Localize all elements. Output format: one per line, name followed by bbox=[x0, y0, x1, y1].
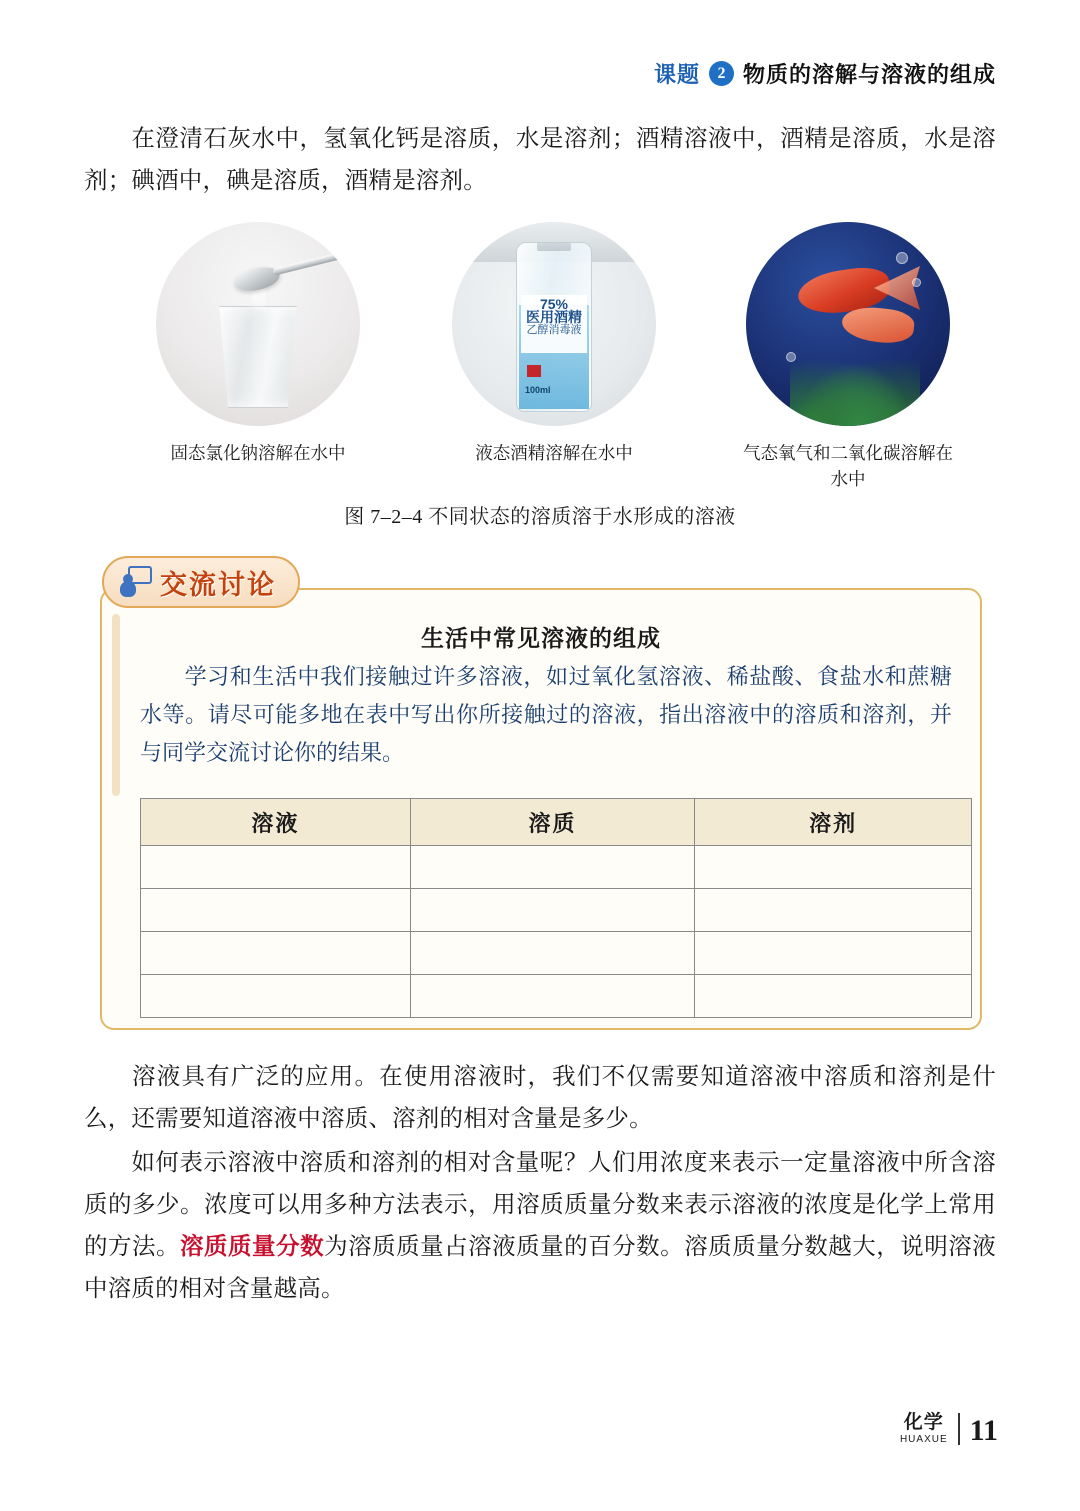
lesson-number-badge: 2 bbox=[709, 61, 734, 86]
bubble-shape-3 bbox=[786, 352, 796, 362]
table-header-solvent: 溶剂 bbox=[695, 799, 972, 846]
figure-2-caption: 液态酒精溶解在水中 bbox=[475, 443, 633, 463]
table-cell[interactable] bbox=[695, 846, 972, 889]
table-cell[interactable] bbox=[410, 889, 695, 932]
discussion-tab-label: 交流讨论 bbox=[160, 569, 276, 600]
bottle-label-name: 医用酒精 bbox=[526, 309, 582, 325]
table-header-solution: 溶液 bbox=[141, 799, 411, 846]
subject-name-cn: 化学 bbox=[903, 1412, 944, 1433]
discussion-body bbox=[140, 658, 952, 772]
bottle-cap-shape bbox=[537, 242, 571, 251]
spoon-over-glass-photo bbox=[156, 222, 360, 426]
bottle-label bbox=[521, 295, 587, 353]
page-number: 11 bbox=[969, 1413, 998, 1447]
table-row bbox=[141, 889, 972, 932]
paragraph-application-text: 溶液具有广泛的应用。在使用溶液时，我们不仅需要知道溶液中溶质和溶剂是什么，还需要知道溶液中溶质、溶剂的相对含量是多少。 bbox=[84, 1064, 996, 1132]
solution-composition-table bbox=[140, 798, 972, 1018]
lesson-label: 课题 bbox=[653, 62, 700, 87]
discussion-tab bbox=[102, 556, 300, 608]
figure-3 bbox=[743, 222, 953, 489]
figure-2-image bbox=[452, 222, 656, 426]
table-cell[interactable] bbox=[410, 846, 695, 889]
table-cell[interactable] bbox=[695, 975, 972, 1018]
table-header-row bbox=[141, 799, 972, 846]
goldfish-aquarium-photo bbox=[746, 222, 950, 426]
key-term-mass-fraction: 溶质质量分数 bbox=[180, 1234, 325, 1260]
subject-name-en: HUAXUE bbox=[899, 1434, 948, 1445]
table-cell[interactable] bbox=[141, 975, 411, 1018]
bottle-label-sub: 乙醇消毒液 bbox=[526, 324, 582, 336]
bottle-label-volume: 100ml bbox=[525, 385, 551, 395]
figure-1-caption: 固态氯化钠溶解在水中 bbox=[170, 443, 346, 463]
subject-mark bbox=[900, 1413, 960, 1445]
table-row bbox=[141, 932, 972, 975]
paragraph-expression-part1: 如何表示溶液中溶质和溶剂的相对含量呢？人们用浓度来表示一定量溶液中所含溶质的多少。浓度可以用多种方法表示，用溶质质量分数来表示溶液的浓度是化学上常用的方法。 bbox=[84, 1150, 996, 1260]
table-cell[interactable] bbox=[141, 932, 411, 975]
figure-3-caption: 气态氧气和二氧化碳溶解在水中 bbox=[743, 443, 953, 489]
paragraph-intro bbox=[84, 118, 996, 202]
page-header bbox=[654, 58, 996, 89]
figure-2 bbox=[452, 222, 656, 463]
table-header-solute: 溶质 bbox=[410, 799, 695, 846]
alcohol-bottle-photo bbox=[452, 222, 656, 426]
figure-1 bbox=[156, 222, 360, 463]
table-cell[interactable] bbox=[695, 932, 972, 975]
bottle-label-percent: 75% bbox=[539, 296, 569, 312]
glass-shape bbox=[214, 306, 302, 408]
figure-row bbox=[84, 222, 996, 489]
spoon-handle-shape bbox=[272, 251, 345, 276]
figure-title: 图 7–2–4 不同状态的溶质溶于水形成的溶液 bbox=[344, 506, 736, 528]
paragraph-application bbox=[84, 1056, 996, 1140]
person-body-icon bbox=[120, 581, 136, 597]
figure-1-image bbox=[156, 222, 360, 426]
table-cell[interactable] bbox=[410, 975, 695, 1018]
discussion-icon bbox=[118, 565, 152, 599]
table-cell[interactable] bbox=[141, 846, 411, 889]
table-cell[interactable] bbox=[410, 932, 695, 975]
bubble-shape-1 bbox=[896, 252, 908, 264]
paragraph-expression bbox=[84, 1142, 996, 1310]
goldfish-shape-2 bbox=[840, 304, 915, 345]
table-row bbox=[141, 975, 972, 1018]
discussion-section-title: 生活中常见溶液的组成 bbox=[421, 626, 661, 651]
page-footer bbox=[900, 1413, 998, 1445]
page-title: 物质的溶解与溶液的组成 bbox=[742, 62, 996, 87]
table-row bbox=[141, 846, 972, 889]
figure-3-image bbox=[746, 222, 950, 426]
discussion-body-text: 学习和生活中我们接触过许多溶液，如过氧化氢溶液、稀盐酸、食盐水和蔗糖水等。请尽可能多地在表中写出你所接触过的溶液，指出溶液中的溶质和溶剂，并与同学交流讨论你的结果。 bbox=[140, 664, 952, 765]
table-cell[interactable] bbox=[141, 889, 411, 932]
paragraph-expression-part2: 为溶质质量占溶液质量的百分数。溶质质量分数越大，说明溶液中溶质的相对含量越高。 bbox=[84, 1234, 996, 1302]
bottle-red-mark bbox=[527, 365, 541, 377]
paragraph-intro-text: 在澄清石灰水中，氢氧化钙是溶质，水是溶剂；酒精溶液中，酒精是溶质，水是溶剂；碘酒中，碘是溶质，酒精是溶剂。 bbox=[84, 126, 996, 194]
table-cell[interactable] bbox=[695, 889, 972, 932]
bottle-shape bbox=[516, 242, 592, 412]
aquatic-plant-shape bbox=[790, 350, 920, 426]
bubble-shape-2 bbox=[912, 278, 921, 287]
